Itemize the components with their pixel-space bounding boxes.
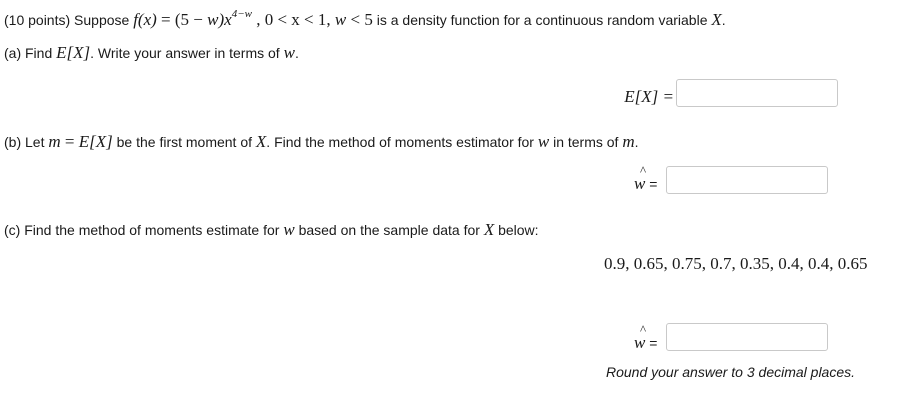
part-c-prompt bbox=[4, 220, 539, 240]
density-lhs: f(x) bbox=[133, 10, 157, 29]
part-c-answer-input[interactable] bbox=[666, 323, 828, 351]
intro-prefix: (10 points) Suppose bbox=[4, 12, 134, 28]
domain-w: w bbox=[334, 10, 347, 29]
part-b-mid3: in terms of bbox=[549, 134, 623, 150]
part-c-mid: based on the sample data for bbox=[294, 222, 484, 238]
rounding-note: Round your answer to 3 decimal places. bbox=[606, 364, 856, 380]
part-b-prompt bbox=[4, 132, 639, 152]
part-c-X: X bbox=[483, 220, 495, 239]
part-b-prefix: (b) Let bbox=[4, 134, 49, 150]
part-c-prefix: (c) Find the method of moments estimate for bbox=[4, 222, 284, 238]
part-b-m2: m bbox=[622, 132, 635, 151]
part-c-w: w bbox=[283, 220, 295, 239]
part-b-answer-input[interactable] bbox=[666, 166, 828, 194]
part-b-answer-label: w ^ = bbox=[634, 163, 658, 193]
part-b-w: w bbox=[537, 132, 550, 151]
intro-var: X bbox=[711, 10, 722, 29]
sample-data: 0.9, 0.65, 0.75, 0.7, 0.35, 0.4, 0.4, 0.65 bbox=[604, 254, 868, 273]
part-b-m: m bbox=[48, 132, 61, 151]
domain-text: , 0 < x < 1, bbox=[251, 10, 335, 29]
part-b-mid: be the first moment of bbox=[112, 134, 256, 150]
part-a-answer-label: E[X] = bbox=[624, 87, 674, 106]
part-a-var: w bbox=[283, 43, 295, 62]
w-hat-symbol: w ^ bbox=[634, 163, 647, 193]
part-a-prompt bbox=[4, 43, 299, 63]
density-mid: )x bbox=[218, 10, 232, 29]
question-intro bbox=[4, 10, 726, 30]
intro-suffix: is a density function for a continuous random variable bbox=[372, 12, 712, 28]
part-c-answer-label: w ^ = bbox=[634, 322, 658, 352]
density-eq: = (5 − bbox=[156, 10, 208, 29]
intro-end: . bbox=[721, 12, 726, 28]
part-a-answer-input[interactable] bbox=[676, 79, 838, 107]
part-a-suffix: . Write your answer in terms of bbox=[90, 45, 284, 61]
part-b-expr: E[X] bbox=[78, 132, 113, 151]
part-b-end: . bbox=[634, 134, 639, 150]
w-hat-symbol: w ^ bbox=[634, 322, 647, 352]
part-a-prefix: (a) Find bbox=[4, 45, 57, 61]
part-b-eq: = bbox=[60, 132, 79, 151]
part-b-X: X bbox=[255, 132, 267, 151]
domain-tail: < 5 bbox=[346, 10, 373, 29]
density-exponent: 4−w bbox=[231, 8, 252, 21]
part-a-end: . bbox=[294, 45, 299, 61]
part-a-expr: E[X] bbox=[56, 43, 91, 62]
density-w: w bbox=[207, 10, 219, 29]
part-b-mid2: . Find the method of moments estimator for bbox=[266, 134, 538, 150]
part-c-end: below: bbox=[494, 222, 539, 238]
